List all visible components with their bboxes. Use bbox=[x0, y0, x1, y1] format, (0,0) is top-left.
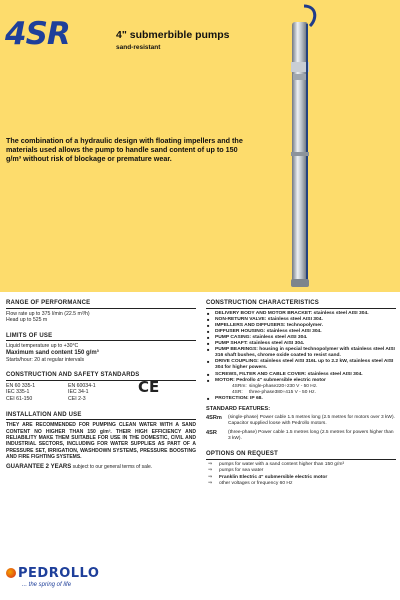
arrow-icon: ⇒ bbox=[208, 474, 213, 480]
limits-line: Liquid temperature up to +30°C bbox=[6, 343, 79, 350]
guarantee-terms: subject to our general terms of sale. bbox=[71, 463, 153, 470]
standard-item: EN 60034-1 bbox=[68, 382, 96, 389]
feature-model: 4SR bbox=[206, 430, 217, 437]
section-title-limits: LIMITS OF USE bbox=[6, 333, 196, 342]
standard-item: IEC 335-1 bbox=[6, 389, 30, 396]
motor-spec: single-phase220÷230 V - 50 Hz. bbox=[249, 383, 318, 389]
feature-model: 4SRm bbox=[206, 415, 222, 422]
arrow-icon: ⇒ bbox=[208, 481, 213, 487]
section-title-installation: INSTALLATION AND USE bbox=[6, 412, 196, 421]
feature-row bbox=[206, 415, 396, 427]
list-item: ■ MOTOR: Pedrollo 4" submersible electric motor bbox=[206, 378, 396, 384]
tagline: ... the spring of life bbox=[22, 582, 72, 588]
motor-model: 4SRm: bbox=[232, 383, 247, 389]
option-text: Franklin Electric 4" submersible electric motor bbox=[219, 474, 328, 480]
standard-item: IEC 34-1 bbox=[68, 389, 89, 396]
option-text: pumps for sea water bbox=[219, 468, 264, 474]
list-item: ■ SCREWS, FILTER AND CABLE COVER: stainless steel AISI 304. bbox=[206, 372, 396, 378]
list-item: ■ PROTECTION: IP 68. bbox=[206, 396, 396, 402]
right-column bbox=[206, 300, 396, 488]
limits-line: Maximum sand content 150 g/m³ bbox=[6, 349, 99, 356]
section-title-construction: CONSTRUCTION CHARACTERISTICS bbox=[206, 300, 396, 309]
page-subtitle: sand-resistant bbox=[116, 44, 161, 51]
standards-table bbox=[6, 377, 196, 403]
logo-mark-icon bbox=[6, 568, 16, 578]
list-item bbox=[206, 481, 396, 487]
options-list bbox=[206, 462, 396, 488]
motor-variants bbox=[206, 384, 396, 396]
option-text: other voltages or frequency 60 Hz bbox=[219, 481, 293, 487]
motor-spec: three-phase380÷415 V - 50 Hz. bbox=[249, 389, 316, 395]
guarantee-label: GUARANTEE 2 YEARS bbox=[6, 463, 72, 470]
logo-text: PEDROLLO bbox=[18, 566, 100, 581]
company-logo bbox=[6, 566, 99, 581]
list-item: ■ PUMP BEARINGS: housing in special technopolymer with stainless steel AISI 316 shaft bushes, chrome oxide coated to resist sand. bbox=[206, 347, 396, 359]
feature-text: (three-phase) Power cable 1.5 metres long (2.5 metres for powers higher than 3 kW). bbox=[228, 430, 394, 442]
list-item: ■ PUMP SHAFT: stainless steel AISI 304. bbox=[206, 341, 396, 347]
standard-item: CEI 2-3 bbox=[68, 395, 86, 402]
feature-text: (single-phase) Power cable 1.5 metres long (2.5 metres for motors over 3 kW). Capacitor supplied loose with Pedrollo motors. bbox=[228, 415, 395, 427]
intro-text: The combination of a hydraulic design with floating impellers and the materials used allows the pump to handle sand content of up to 150 g/m³ without risk of blockage or premature wear. bbox=[6, 136, 243, 163]
arrow-icon: ⇒ bbox=[208, 468, 213, 474]
section-title-options: OPTIONS ON REQUEST bbox=[206, 451, 396, 460]
ce-mark: CE bbox=[138, 377, 160, 396]
arrow-icon: ⇒ bbox=[208, 462, 213, 467]
feature-row bbox=[206, 430, 396, 442]
left-column bbox=[6, 300, 196, 470]
option-text: pumps for water with a sand content higher than 150 g/m³ bbox=[219, 462, 345, 467]
limits-text bbox=[6, 343, 196, 363]
installation-text: THEY ARE RECOMMENDED FOR PUMPING CLEAN WATER WITH A SAND CONTENT NO HIGHER THAN 150 g/m³. THEIR HIGH EFFICIENCY AND RELIABILITY MAKE THEM SUITABLE FOR USE IN THE DOMESTIC, CIVIL AND INDUSTRIAL SECTORS, INCLUDING FOR WATER SUPPLIES AS PART OF A PRESSURE SET, IRRIGATION, WASHDOWN SYSTEMS, PRESSURE BOOSTING AND FIRE FIGHTING SYSTEMS. bbox=[6, 422, 196, 461]
standard-item: CEI 61-150 bbox=[6, 395, 33, 402]
pump-image bbox=[280, 4, 320, 294]
page-title: 4" submerbible pumps bbox=[116, 29, 230, 41]
limits-line: Starts/hour: 20 at regular intervals bbox=[6, 356, 85, 363]
standard-item: EN 60 335-1 bbox=[6, 382, 36, 389]
list-item: ■ NON-RETURN VALVE: stainless steel AISI 304. bbox=[206, 317, 396, 323]
list-item: ■ DRIVE COUPLING: stainless steel AISI 316L up to 2.2 kW, stainless steel AISI 304 for higher powers. bbox=[206, 359, 396, 371]
construction-list-end bbox=[206, 396, 396, 402]
guarantee-note bbox=[6, 464, 196, 471]
list-item: ■ IMPELLERS AND DIFFUSERS: technopolymer. bbox=[206, 323, 396, 329]
performance-text bbox=[6, 311, 196, 324]
product-brand: 4SR bbox=[5, 16, 70, 52]
performance-line: Flow rate up to 375 l/min (22.5 m³/h) bbox=[6, 310, 90, 317]
list-item: ■ DIFFUSER HOUSING: stainless steel AISI 304. bbox=[206, 329, 396, 335]
motor-model: 4SR: bbox=[232, 389, 243, 395]
list-item: ■ DELIVERY BODY AND MOTOR BRACKET: stainless steel AISI 304. bbox=[206, 311, 396, 317]
list-item: ■ PUMP CASING: stainless steel AISI 304. bbox=[206, 335, 396, 341]
section-title-performance: RANGE OF PERFORMANCE bbox=[6, 300, 196, 309]
section-title-standard-features: STANDARD FEATURES: bbox=[206, 405, 271, 412]
construction-list bbox=[206, 311, 396, 384]
section-title-standards: CONSTRUCTION AND SAFETY STANDARDS bbox=[6, 372, 196, 381]
performance-line: Head up to 525 m bbox=[6, 317, 48, 324]
